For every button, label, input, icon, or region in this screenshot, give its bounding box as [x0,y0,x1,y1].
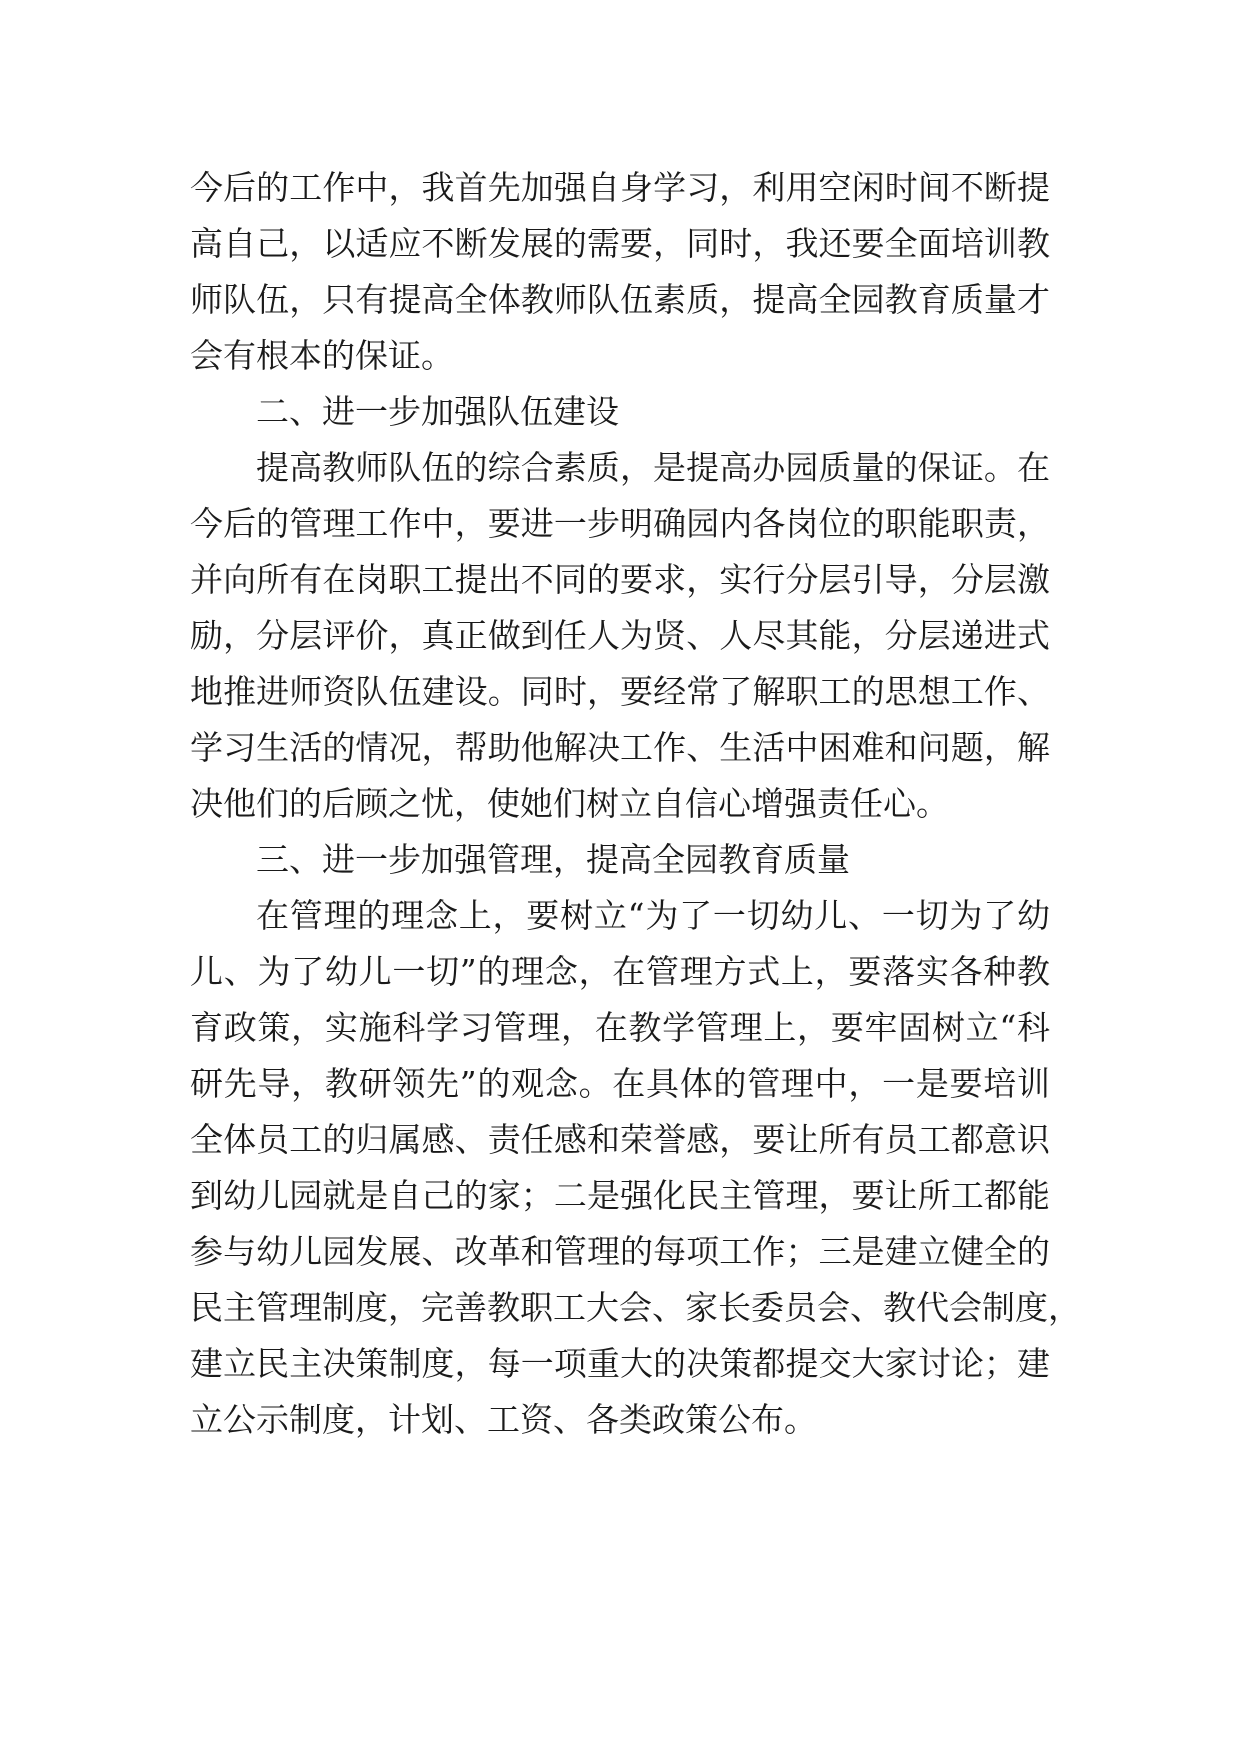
paragraph-line: 立公示制度，计划、工资、各类政策公布。 [190,1400,817,1439]
section-heading: 二、进一步加强队伍建设 [256,392,619,431]
paragraph-line: 今后的管理工作中，要进一步明确园内各岗位的职能职责， [190,504,1050,543]
paragraph-line: 民主管理制度，完善教职工大会、家长委员会、教代会制度， [190,1288,1081,1327]
paragraph-line: 学习生活的情况，帮助他解决工作、生活中困难和问题，解 [190,728,1050,767]
paragraph-line: 研先导，教研领先”的观念。在具体的管理中，一是要培训 [190,1064,1050,1103]
paragraph-line: 全体员工的归属感、责任感和荣誉感，要让所有员工都意识 [190,1120,1050,1159]
paragraph-line: 高自己，以适应不断发展的需要，同时，我还要全面培训教 [190,224,1050,263]
paragraph-line: 师队伍，只有提高全体教师队伍素质，提高全园教育质量才 [190,280,1050,319]
paragraph-line: 励，分层评价，真正做到任人为贤、人尽其能，分层递进式 [190,616,1050,655]
paragraph-line: 儿、为了幼儿一切”的理念，在管理方式上，要落实各种教 [190,952,1050,991]
paragraph-line: 地推进师资队伍建设。同时，要经常了解职工的思想工作、 [190,672,1050,711]
paragraph-line: 参与幼儿园发展、改革和管理的每项工作；三是建立健全的 [190,1232,1050,1271]
paragraph-line: 提高教师队伍的综合素质，是提高办园质量的保证。在 [256,448,1050,487]
paragraph-line: 育政策，实施科学习管理，在教学管理上，要牢固树立“科 [190,1008,1050,1047]
paragraph-line: 到幼儿园就是自己的家；二是强化民主管理，要让所工都能 [190,1176,1050,1215]
paragraph-line: 在管理的理念上，要树立“为了一切幼儿、一切为了幼 [256,896,1050,935]
paragraph-line: 决他们的后顾之忧，使她们树立自信心增强责任心。 [190,784,949,823]
paragraph-line: 今后的工作中，我首先加强自身学习，利用空闲时间不断提 [190,168,1050,207]
paragraph-line: 并向所有在岗职工提出不同的要求，实行分层引导，分层激 [190,560,1050,599]
section-heading: 三、进一步加强管理，提高全园教育质量 [256,840,850,879]
paragraph-line: 建立民主决策制度，每一项重大的决策都提交大家讨论；建 [190,1344,1050,1383]
paragraph-line: 会有根本的保证。 [190,336,454,375]
